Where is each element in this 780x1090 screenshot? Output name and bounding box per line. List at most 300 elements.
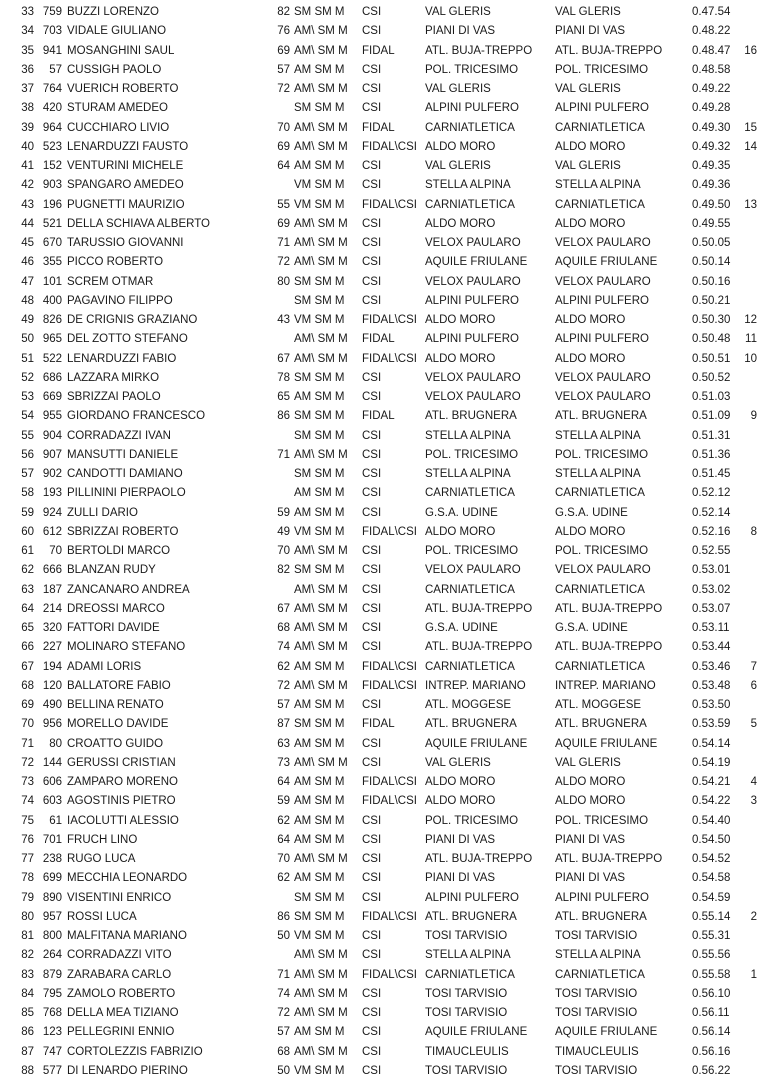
table-row — [0, 119, 780, 138]
rank-cell: 50 — [21, 333, 34, 346]
table-row — [0, 234, 780, 253]
bib-number-cell: 666 — [42, 564, 62, 577]
category-cell: AM\ SM M — [294, 853, 348, 865]
category-cell: AM SM M — [294, 814, 345, 827]
bib-number-cell: 61 — [49, 814, 62, 827]
finish-time-cell: 0.53.59 — [692, 718, 731, 731]
athlete-name-cell: FRUCH LINO — [67, 833, 138, 846]
category-cell: SM SM M — [294, 410, 345, 423]
team-cell: ALDO MORO — [425, 217, 496, 230]
birth-year-cell: 59 — [277, 506, 290, 519]
rank-cell: 54 — [21, 410, 34, 423]
team-repeat-cell: VELOX PAULARO — [555, 275, 651, 288]
team-cell: ATL. BRUGNERA — [425, 910, 517, 923]
team-repeat-cell: VELOX PAULARO — [555, 391, 651, 403]
athlete-name-cell: BUZZI LORENZO — [67, 6, 160, 18]
federation-cell: FIDAL\CSI — [362, 140, 417, 153]
table-row — [0, 831, 780, 850]
finish-time-cell: 0.54.19 — [692, 756, 731, 769]
birth-year-cell: 78 — [277, 371, 290, 384]
table-row — [0, 658, 780, 677]
bib-number-cell: 194 — [42, 660, 62, 673]
team-repeat-cell: TOSI TARVISIO — [555, 1007, 638, 1019]
bib-number-cell: 214 — [42, 602, 62, 615]
team-cell: ALPINI PULFERO — [425, 294, 519, 307]
bib-number-cell: 955 — [42, 410, 62, 423]
birth-year-cell: 73 — [277, 756, 290, 769]
team-repeat-cell: ATL. BRUGNERA — [555, 910, 647, 923]
athlete-name-cell: FATTORI DAVIDE — [67, 622, 160, 634]
category-cell: AM SM M — [294, 506, 345, 519]
bib-number-cell: 669 — [42, 391, 62, 403]
category-cell: SM SM M — [294, 102, 345, 115]
table-row — [0, 215, 780, 234]
athlete-name-cell: ZAMOLO ROBERTO — [67, 987, 176, 1000]
bib-number-cell: 490 — [42, 699, 62, 711]
rank-cell: 87 — [21, 1045, 34, 1058]
rank-cell: 45 — [21, 237, 34, 249]
birth-year-cell: 72 — [277, 679, 290, 692]
category-cell: AM SM M — [294, 872, 345, 885]
bib-number-cell: 320 — [42, 622, 62, 634]
finish-time-cell: 0.50.14 — [692, 256, 731, 269]
athlete-name-cell: BLANZAN RUDY — [67, 564, 156, 577]
bib-number-cell: 904 — [42, 429, 62, 442]
federation-cell: CSI — [362, 506, 382, 519]
bib-number-cell: 941 — [42, 44, 62, 57]
rank-cell: 66 — [21, 641, 34, 654]
federation-cell: FIDAL\CSI — [362, 968, 417, 981]
finish-time-cell: 0.51.03 — [692, 391, 731, 403]
finish-time-cell: 0.50.48 — [692, 333, 731, 346]
athlete-name-cell: AGOSTINIS PIETRO — [67, 795, 176, 808]
athlete-name-cell: DREOSSI MARCO — [67, 602, 165, 615]
bib-number-cell: 57 — [49, 63, 62, 76]
athlete-name-cell: MANSUTTI DANIELE — [67, 448, 179, 461]
rank-cell: 78 — [21, 872, 34, 885]
finish-time-cell: 0.49.35 — [692, 160, 731, 172]
finish-time-cell: 0.54.50 — [692, 833, 731, 846]
team-repeat-cell: ALPINI PULFERO — [555, 333, 649, 346]
table-row — [0, 1023, 780, 1042]
finish-time-cell: 0.51.31 — [692, 429, 731, 442]
category-cell: AM SM M — [294, 833, 345, 846]
athlete-name-cell: CUSSIGH PAOLO — [67, 63, 162, 76]
rank-cell: 62 — [21, 564, 34, 577]
federation-cell: CSI — [362, 583, 382, 596]
athlete-name-cell: RUGO LUCA — [67, 853, 136, 865]
federation-cell: CSI — [362, 275, 382, 288]
table-row — [0, 350, 780, 369]
bib-number-cell: 965 — [42, 333, 62, 346]
category-cell: SM SM M — [294, 564, 345, 577]
team-cell: ALPINI PULFERO — [425, 102, 519, 115]
team-repeat-cell: ALDO MORO — [555, 795, 626, 808]
athlete-name-cell: MALFITANA MARIANO — [67, 930, 187, 942]
team-repeat-cell: STELLA ALPINA — [555, 949, 641, 962]
federation-cell: CSI — [362, 545, 382, 557]
points-cell: 8 — [750, 525, 757, 538]
team-repeat-cell: CARNIATLETICA — [555, 968, 645, 981]
category-cell: AM SM M — [294, 699, 345, 711]
category-cell: AM SM M — [294, 63, 345, 76]
federation-cell: FIDAL\CSI — [362, 314, 417, 326]
athlete-name-cell: VIDALE GIULIANO — [67, 25, 167, 38]
birth-year-cell: 70 — [277, 545, 290, 557]
table-row — [0, 812, 780, 831]
category-cell: SM SM M — [294, 891, 345, 904]
rank-cell: 71 — [21, 737, 34, 750]
federation-cell: CSI — [362, 1045, 382, 1058]
team-repeat-cell: STELLA ALPINA — [555, 429, 641, 442]
federation-cell: CSI — [362, 25, 382, 38]
team-repeat-cell: ALDO MORO — [555, 776, 626, 788]
table-row — [0, 138, 780, 157]
team-cell: POL. TRICESIMO — [425, 448, 519, 461]
finish-time-cell: 0.53.02 — [692, 583, 731, 596]
category-cell: SM SM M — [294, 429, 345, 442]
category-cell: SM SM M — [294, 6, 345, 18]
team-cell: CARNIATLETICA — [425, 487, 515, 500]
team-cell: ATL. BRUGNERA — [425, 410, 517, 423]
team-repeat-cell: ATL. MOGGESE — [555, 699, 642, 711]
rank-cell: 58 — [21, 487, 34, 500]
federation-cell: CSI — [362, 102, 382, 115]
federation-cell: FIDAL — [362, 410, 395, 423]
rank-cell: 60 — [21, 525, 34, 538]
table-row — [0, 561, 780, 580]
finish-time-cell: 0.53.44 — [692, 641, 731, 654]
category-cell: AM\ SM M — [294, 756, 348, 769]
finish-time-cell: 0.56.11 — [692, 1007, 730, 1019]
finish-time-cell: 0.54.40 — [692, 814, 731, 827]
rank-cell: 85 — [21, 1007, 34, 1019]
table-row — [0, 273, 780, 292]
athlete-name-cell: DI LENARDO PIERINO — [67, 1064, 188, 1077]
athlete-name-cell: VENTURINI MICHELE — [67, 160, 184, 172]
birth-year-cell: 67 — [277, 602, 290, 615]
bib-number-cell: 686 — [42, 371, 62, 384]
category-cell: AM SM M — [294, 160, 345, 172]
bib-number-cell: 522 — [42, 352, 62, 365]
category-cell: AM SM M — [294, 1026, 345, 1039]
bib-number-cell: 101 — [42, 275, 62, 288]
federation-cell: FIDAL\CSI — [362, 525, 417, 538]
team-repeat-cell: CARNIATLETICA — [555, 198, 645, 211]
birth-year-cell: 82 — [277, 6, 290, 18]
birth-year-cell: 68 — [277, 1045, 290, 1058]
table-row — [0, 985, 780, 1004]
rank-cell: 67 — [21, 660, 34, 673]
points-cell: 1 — [750, 968, 757, 981]
table-row — [0, 889, 780, 908]
birth-year-cell: 71 — [277, 237, 290, 249]
finish-time-cell: 0.50.30 — [692, 314, 731, 326]
table-row — [0, 292, 780, 311]
bib-number-cell: 701 — [42, 833, 62, 846]
athlete-name-cell: GIORDANO FRANCESCO — [67, 410, 206, 423]
rank-cell: 63 — [21, 583, 34, 596]
federation-cell: CSI — [362, 737, 382, 750]
federation-cell: FIDAL\CSI — [362, 352, 417, 365]
finish-time-cell: 0.56.22 — [692, 1064, 731, 1077]
rank-cell: 36 — [21, 63, 34, 76]
athlete-name-cell: LAZZARA MIRKO — [67, 371, 160, 384]
table-row — [0, 638, 780, 657]
birth-year-cell: 43 — [277, 314, 290, 326]
rank-cell: 38 — [21, 102, 34, 115]
athlete-name-cell: DELLA MEA TIZIANO — [67, 1007, 179, 1019]
finish-time-cell: 0.49.50 — [692, 198, 731, 211]
team-cell: VAL GLERIS — [425, 756, 491, 769]
bib-number-cell: 890 — [42, 891, 62, 904]
category-cell: AM\ SM M — [294, 121, 348, 134]
federation-cell: CSI — [362, 602, 382, 615]
federation-cell: CSI — [362, 622, 382, 634]
team-repeat-cell: ALDO MORO — [555, 314, 626, 326]
federation-cell: CSI — [362, 833, 382, 846]
table-row — [0, 850, 780, 869]
table-row — [0, 446, 780, 465]
birth-year-cell: 59 — [277, 795, 290, 808]
bib-number-cell: 924 — [42, 506, 62, 519]
table-row — [0, 330, 780, 349]
team-cell: ALPINI PULFERO — [425, 891, 519, 904]
finish-time-cell: 0.50.21 — [692, 294, 731, 307]
birth-year-cell: 64 — [277, 160, 290, 172]
finish-time-cell: 0.53.46 — [692, 660, 731, 673]
finish-time-cell: 0.56.14 — [692, 1026, 731, 1039]
rank-cell: 68 — [21, 679, 34, 692]
finish-time-cell: 0.48.47 — [692, 44, 731, 57]
team-cell: ALDO MORO — [425, 776, 496, 788]
bib-number-cell: 227 — [42, 641, 62, 654]
federation-cell: CSI — [362, 391, 382, 403]
points-cell: 15 — [744, 121, 757, 134]
finish-time-cell: 0.53.01 — [692, 564, 731, 577]
table-row — [0, 369, 780, 388]
federation-cell: CSI — [362, 1007, 382, 1019]
birth-year-cell: 74 — [277, 987, 290, 1000]
federation-cell: CSI — [362, 237, 382, 249]
bib-number-cell: 902 — [42, 468, 62, 480]
category-cell: AM\ SM M — [294, 622, 348, 634]
table-row — [0, 869, 780, 888]
federation-cell: CSI — [362, 930, 382, 942]
table-row — [0, 61, 780, 80]
team-repeat-cell: ATL. BRUGNERA — [555, 718, 647, 731]
table-row — [0, 388, 780, 407]
team-repeat-cell: TOSI TARVISIO — [555, 930, 638, 942]
table-row — [0, 1062, 780, 1081]
category-cell: SM SM M — [294, 371, 345, 384]
table-row — [0, 696, 780, 715]
birth-year-cell: 57 — [277, 1026, 290, 1039]
finish-time-cell: 0.52.12 — [692, 487, 731, 500]
athlete-name-cell: MOLINARO STEFANO — [67, 641, 186, 654]
bib-number-cell: 521 — [42, 217, 62, 230]
team-repeat-cell: ATL. BUJA-TREPPO — [555, 602, 663, 615]
federation-cell: CSI — [362, 160, 382, 172]
category-cell: AM\ SM M — [294, 545, 348, 557]
bib-number-cell: 764 — [42, 83, 62, 95]
category-cell: AM\ SM M — [294, 987, 348, 1000]
bib-number-cell: 70 — [49, 545, 62, 557]
team-repeat-cell: STELLA ALPINA — [555, 179, 641, 192]
finish-time-cell: 0.52.55 — [692, 545, 731, 557]
table-row — [0, 735, 780, 754]
finish-time-cell: 0.47.54 — [692, 6, 731, 18]
team-cell: ALDO MORO — [425, 314, 496, 326]
category-cell: AM\ SM M — [294, 237, 348, 249]
rank-cell: 52 — [21, 371, 34, 384]
birth-year-cell: 63 — [277, 737, 290, 750]
category-cell: AM SM M — [294, 776, 345, 788]
team-repeat-cell: ALPINI PULFERO — [555, 294, 649, 307]
rank-cell: 56 — [21, 448, 34, 461]
table-row — [0, 908, 780, 927]
team-repeat-cell: CARNIATLETICA — [555, 660, 645, 673]
rank-cell: 40 — [21, 140, 34, 153]
athlete-name-cell: SBRIZZAI ROBERTO — [67, 525, 179, 538]
athlete-name-cell: ZANCANARO ANDREA — [67, 583, 190, 596]
rank-cell: 51 — [21, 352, 34, 365]
table-row — [0, 253, 780, 272]
team-cell: TIMAUCLEULIS — [425, 1045, 509, 1058]
federation-cell: FIDAL\CSI — [362, 198, 417, 211]
table-row — [0, 754, 780, 773]
birth-year-cell: 86 — [277, 910, 290, 923]
bib-number-cell: 238 — [42, 853, 62, 865]
bib-number-cell: 144 — [42, 756, 62, 769]
rank-cell: 47 — [21, 275, 34, 288]
birth-year-cell: 50 — [277, 930, 290, 942]
bib-number-cell: 193 — [42, 487, 62, 500]
federation-cell: CSI — [362, 63, 382, 76]
points-cell: 14 — [744, 140, 757, 153]
rank-cell: 86 — [21, 1026, 34, 1039]
team-cell: ATL. BUJA-TREPPO — [425, 44, 533, 57]
rank-cell: 35 — [21, 44, 34, 57]
rank-cell: 73 — [21, 776, 34, 788]
finish-time-cell: 0.52.16 — [692, 525, 731, 538]
finish-time-cell: 0.49.36 — [692, 179, 731, 192]
category-cell: SM SM M — [294, 294, 345, 307]
team-cell: TOSI TARVISIO — [425, 930, 508, 942]
birth-year-cell: 80 — [277, 275, 290, 288]
finish-time-cell: 0.51.36 — [692, 448, 731, 461]
team-cell: CARNIATLETICA — [425, 968, 515, 981]
federation-cell: FIDAL — [362, 121, 395, 134]
rank-cell: 64 — [21, 602, 34, 615]
bib-number-cell: 699 — [42, 872, 62, 885]
team-cell: VELOX PAULARO — [425, 371, 521, 384]
birth-year-cell: 69 — [277, 217, 290, 230]
rank-cell: 74 — [21, 795, 34, 808]
bib-number-cell: 957 — [42, 910, 62, 923]
athlete-name-cell: BERTOLDI MARCO — [67, 545, 171, 557]
table-row — [0, 157, 780, 176]
points-cell: 4 — [750, 776, 757, 788]
category-cell: AM\ SM M — [294, 44, 348, 57]
rank-cell: 33 — [21, 6, 34, 18]
bib-number-cell: 612 — [42, 525, 62, 538]
federation-cell: CSI — [362, 949, 382, 962]
table-row — [0, 523, 780, 542]
team-repeat-cell: VAL GLERIS — [555, 83, 621, 95]
category-cell: AM\ SM M — [294, 83, 348, 95]
table-row — [0, 427, 780, 446]
team-repeat-cell: VAL GLERIS — [555, 160, 621, 172]
team-cell: ATL. BUJA-TREPPO — [425, 641, 533, 654]
finish-time-cell: 0.50.51 — [692, 352, 731, 365]
team-repeat-cell: TOSI TARVISIO — [555, 1064, 638, 1077]
athlete-name-cell: BELLINA RENATO — [67, 699, 164, 711]
bib-number-cell: 759 — [42, 6, 62, 18]
category-cell: VM SM M — [294, 179, 345, 192]
points-cell: 7 — [750, 660, 757, 673]
category-cell: AM SM M — [294, 737, 345, 750]
category-cell: AM SM M — [294, 391, 345, 403]
points-cell: 13 — [744, 198, 757, 211]
category-cell: AM\ SM M — [294, 217, 348, 230]
finish-time-cell: 0.53.11 — [692, 622, 730, 634]
birth-year-cell: 72 — [277, 1007, 290, 1019]
category-cell: AM\ SM M — [294, 1007, 348, 1019]
athlete-name-cell: ZAMPARO MORENO — [67, 776, 178, 788]
team-cell: PIANI DI VAS — [425, 833, 496, 846]
federation-cell: CSI — [362, 564, 382, 577]
bib-number-cell: 670 — [42, 237, 62, 249]
team-repeat-cell: ALDO MORO — [555, 525, 626, 538]
rank-cell: 44 — [21, 217, 34, 230]
rank-cell: 88 — [21, 1064, 34, 1077]
rank-cell: 82 — [21, 949, 34, 962]
team-cell: AQUILE FRIULANE — [425, 737, 528, 750]
federation-cell: CSI — [362, 217, 382, 230]
federation-cell: CSI — [362, 448, 382, 461]
bib-number-cell: 768 — [42, 1007, 62, 1019]
federation-cell: CSI — [362, 6, 382, 18]
team-cell: ATL. MOGGESE — [425, 699, 512, 711]
finish-time-cell: 0.53.07 — [692, 602, 731, 615]
points-cell: 3 — [750, 795, 757, 808]
category-cell: VM SM M — [294, 314, 345, 326]
bib-number-cell: 577 — [42, 1064, 62, 1077]
finish-time-cell: 0.48.22 — [692, 25, 731, 38]
team-cell: CARNIATLETICA — [425, 660, 515, 673]
team-repeat-cell: ALDO MORO — [555, 352, 626, 365]
team-repeat-cell: CARNIATLETICA — [555, 121, 645, 134]
rank-cell: 46 — [21, 256, 34, 269]
federation-cell: CSI — [362, 429, 382, 442]
finish-time-cell: 0.52.14 — [692, 506, 731, 519]
rank-cell: 61 — [21, 545, 34, 557]
athlete-name-cell: DEL ZOTTO STEFANO — [67, 333, 188, 346]
category-cell: AM\ SM M — [294, 140, 348, 153]
birth-year-cell: 64 — [277, 833, 290, 846]
team-cell: ALDO MORO — [425, 352, 496, 365]
team-repeat-cell: TOSI TARVISIO — [555, 987, 638, 1000]
athlete-name-cell: MORELLO DAVIDE — [67, 718, 169, 731]
team-repeat-cell: VAL GLERIS — [555, 6, 621, 18]
team-repeat-cell: POL. TRICESIMO — [555, 814, 649, 827]
federation-cell: FIDAL — [362, 333, 395, 346]
federation-cell: CSI — [362, 872, 382, 885]
team-cell: STELLA ALPINA — [425, 179, 511, 192]
athlete-name-cell: PICCO ROBERTO — [67, 256, 164, 269]
rank-cell: 80 — [21, 910, 34, 923]
